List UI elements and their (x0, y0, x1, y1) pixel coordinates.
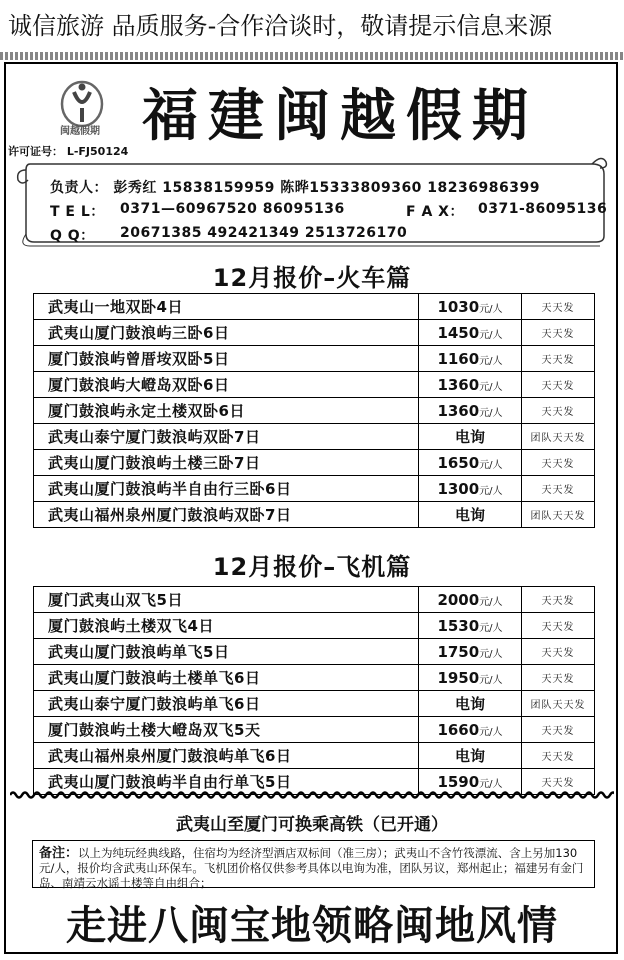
departure-schedule: 天天发 (522, 372, 595, 398)
price-unit: 元/人 (479, 778, 503, 790)
fax-value: 0371-86095136 (478, 201, 608, 217)
route-name: 厦门鼓浪屿曾厝垵双卧5日 (34, 346, 419, 372)
departure-schedule: 天天发 (522, 639, 595, 665)
tel-value: 0371—60967520 86095136 (120, 201, 345, 217)
route-name: 厦门鼓浪屿土楼双飞4日 (34, 613, 419, 639)
price-cell (419, 346, 522, 372)
price-unit: 元/人 (479, 485, 503, 497)
price-cell (419, 424, 522, 450)
departure-schedule: 天天发 (522, 717, 595, 743)
wave-divider-icon (10, 790, 614, 800)
price-cell (419, 372, 522, 398)
route-name: 武夷山厦门鼓浪屿半自由行三卧6日 (34, 476, 419, 502)
plane-price-table (33, 586, 595, 795)
price-value: 1160 (437, 349, 480, 368)
notes-label: 备注： (39, 846, 79, 861)
price-value: 电询 (454, 506, 485, 524)
price-value: 1360 (437, 375, 480, 394)
departure-schedule: 天天发 (522, 346, 595, 372)
price-value: 1450 (437, 323, 480, 342)
departure-schedule: 天天发 (522, 320, 595, 346)
contact-scroll (12, 150, 610, 248)
price-cell (419, 665, 522, 691)
price-cell (419, 613, 522, 639)
route-name: 厦门鼓浪屿永定土楼双卧6日 (34, 398, 419, 424)
table-row (34, 743, 595, 769)
route-name: 厦门鼓浪屿大嶝岛双卧6日 (34, 372, 419, 398)
contact-persons: 负责人： 彭秀红 15838159959 陈晔15333809360 18236986399 (50, 180, 540, 196)
route-name: 武夷山福州泉州厦门鼓浪屿单飞6日 (34, 743, 419, 769)
table-row (34, 476, 595, 502)
table-row (34, 450, 595, 476)
price-value: 1750 (437, 642, 480, 661)
price-value: 1950 (437, 668, 480, 687)
qq-label: Q Q： (50, 228, 95, 244)
train-section-title: 12月报价–火车篇 (212, 264, 412, 292)
price-cell (419, 691, 522, 717)
route-name: 厦门鼓浪屿土楼大嶝岛双飞5天 (34, 717, 419, 743)
departure-schedule: 天天发 (522, 398, 595, 424)
price-unit: 元/人 (479, 329, 503, 341)
train-price-table (33, 293, 595, 528)
fax-label: F A X： (406, 204, 464, 220)
route-name: 武夷山厦门鼓浪屿土楼三卧7日 (34, 450, 419, 476)
departure-schedule: 天天发 (522, 450, 595, 476)
brand-title: 福建闽越假期 (142, 83, 538, 149)
slogan: 走进八闽宝地领略闽地风情 (66, 902, 558, 949)
top-banner: 诚信旅游 品质服务-合作洽谈时，敬请提示信息来源 (8, 12, 553, 40)
table-row (34, 424, 595, 450)
price-unit: 元/人 (479, 303, 503, 315)
departure-schedule: 天天发 (522, 769, 595, 795)
price-cell (419, 743, 522, 769)
route-name: 武夷山福州泉州厦门鼓浪屿双卧7日 (34, 502, 419, 528)
table-row (34, 502, 595, 528)
table-row (34, 691, 595, 717)
table-row (34, 613, 595, 639)
route-name: 武夷山泰宁厦门鼓浪屿双卧7日 (34, 424, 419, 450)
price-cell (419, 398, 522, 424)
table-row (34, 665, 595, 691)
price-unit: 元/人 (479, 407, 503, 419)
price-value: 电询 (454, 747, 485, 765)
departure-schedule: 天天发 (522, 665, 595, 691)
departure-schedule: 天天发 (522, 743, 595, 769)
license-number: 许可证号： L-FJ50124 (8, 145, 129, 158)
price-value: 1660 (437, 720, 480, 739)
notes-box (32, 840, 595, 888)
table-row (34, 320, 595, 346)
price-unit: 元/人 (479, 459, 503, 471)
departure-schedule: 团队天天发 (522, 691, 595, 717)
table-row (34, 346, 595, 372)
high-speed-rail-note: 武夷山至厦门可换乘高铁（已开通） (176, 815, 448, 835)
price-cell (419, 502, 522, 528)
table-row (34, 294, 595, 320)
route-name: 厦门武夷山双飞5日 (34, 587, 419, 613)
route-name: 武夷山一地双卧4日 (34, 294, 419, 320)
price-unit: 元/人 (479, 622, 503, 634)
price-unit: 元/人 (479, 355, 503, 367)
route-name: 武夷山厦门鼓浪屿三卧6日 (34, 320, 419, 346)
price-cell (419, 639, 522, 665)
route-name: 武夷山厦门鼓浪屿土楼单飞6日 (34, 665, 419, 691)
departure-schedule: 团队天天发 (522, 424, 595, 450)
price-cell (419, 587, 522, 613)
price-value: 1300 (437, 479, 480, 498)
table-row (34, 717, 595, 743)
top-divider-strip (0, 52, 624, 60)
departure-schedule: 天天发 (522, 294, 595, 320)
price-value: 1650 (437, 453, 480, 472)
price-value: 1030 (437, 297, 480, 316)
price-unit: 元/人 (479, 726, 503, 738)
price-unit: 元/人 (479, 648, 503, 660)
qq-value: 20671385 492421349 2513726170 (120, 225, 408, 241)
table-row (34, 639, 595, 665)
plane-section-title: 12月报价–飞机篇 (212, 553, 412, 581)
price-cell (419, 320, 522, 346)
departure-schedule: 团队天天发 (522, 502, 595, 528)
departure-schedule: 天天发 (522, 587, 595, 613)
departure-schedule: 天天发 (522, 613, 595, 639)
price-unit: 元/人 (479, 381, 503, 393)
logo-text: 闽越假期 (60, 126, 100, 137)
price-unit: 元/人 (479, 596, 503, 608)
table-row (34, 372, 595, 398)
price-cell (419, 294, 522, 320)
notes-text: 以上为纯玩经典线路，住宿均为经济型酒店双标间（准三房）；武夷山不含竹筏漂流、含上另加130元/人，报价均含武夷山环保车。飞机团价格仅供参考具体以电询为准，团队另议，郑州起止；福建另有金门岛、南靖云水谣土楼等自由组合； (39, 846, 584, 890)
price-cell (419, 717, 522, 743)
price-value: 1590 (437, 772, 480, 791)
price-unit: 元/人 (479, 674, 503, 686)
table-row (34, 587, 595, 613)
tel-label: T E L： (50, 204, 105, 220)
price-value: 1530 (437, 616, 480, 635)
price-value: 2000 (437, 590, 480, 609)
price-value: 电询 (454, 695, 485, 713)
route-name: 武夷山厦门鼓浪屿单飞5日 (34, 639, 419, 665)
price-value: 1360 (437, 401, 480, 420)
route-name: 武夷山泰宁厦门鼓浪屿单飞6日 (34, 691, 419, 717)
price-cell (419, 476, 522, 502)
price-cell (419, 450, 522, 476)
table-row (34, 398, 595, 424)
route-name: 武夷山厦门鼓浪屿半自由行单飞5日 (34, 769, 419, 795)
departure-schedule: 天天发 (522, 476, 595, 502)
price-value: 电询 (454, 428, 485, 446)
